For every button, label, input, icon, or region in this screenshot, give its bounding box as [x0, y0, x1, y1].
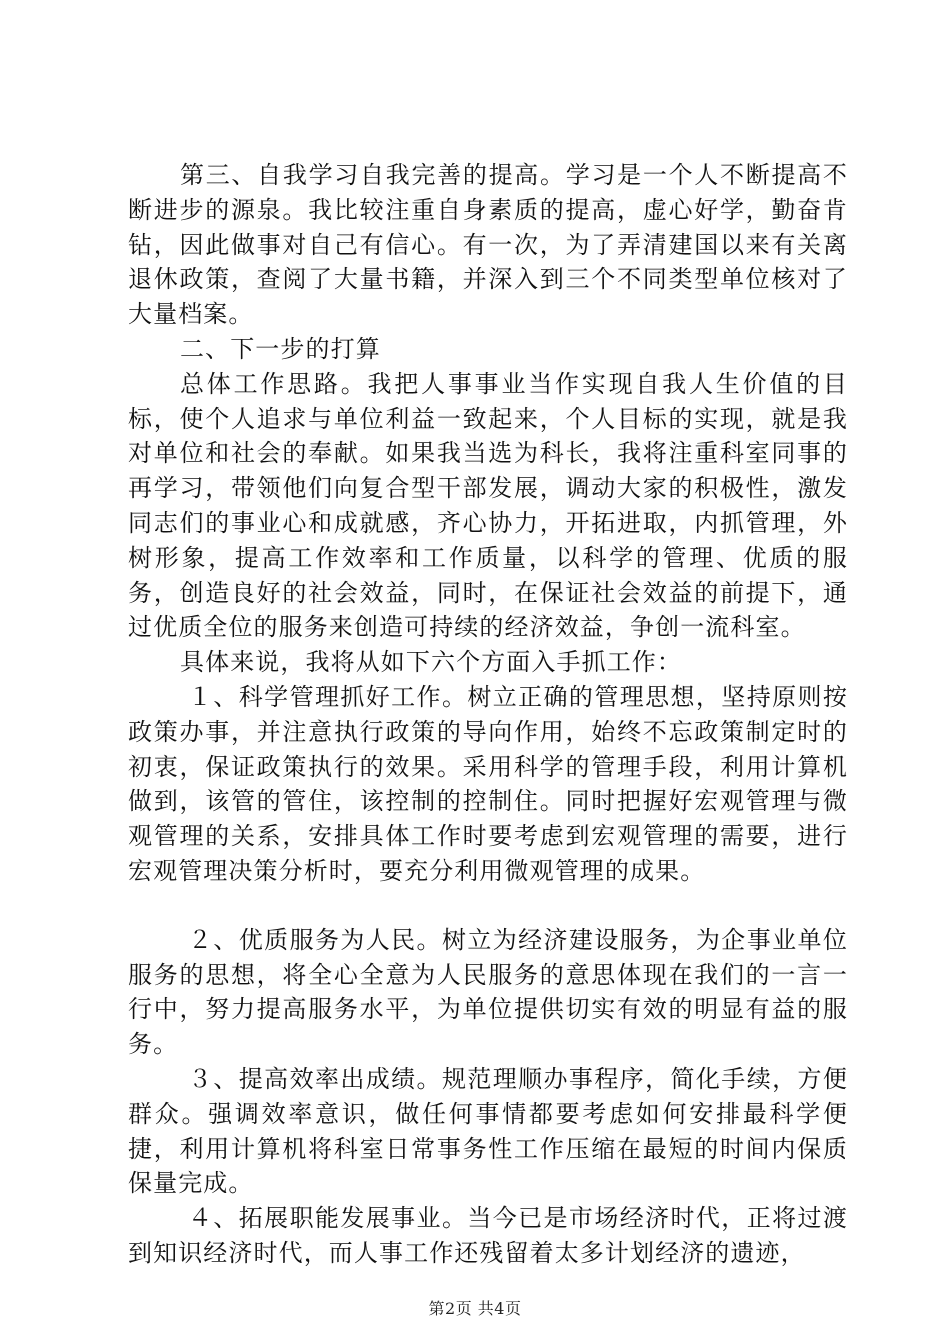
- paragraph-item-2: ２、优质服务为人民。树立为经济建设服务，为企事业单位服务的思想，将全心全意为人民服务的意思体现在我们的一言一行中，努力提高服务水平，为单位提供切实有效的明显有益的服务。: [128, 925, 848, 1059]
- document-body: [128, 158, 848, 1271]
- section-heading-next-steps: 二、下一步的打算: [180, 334, 381, 363]
- paragraph-item-3: ３、提高效率出成绩。规范理顺办事程序，简化手续，方便群众。强调效率意识，做任何事情都要考虑如何安排最科学便捷，利用计算机将科室日常事务性工作压缩在最短的时间内保质保量完成。: [128, 1064, 848, 1198]
- paragraph-self-study: 第三、自我学习自我完善的提高。学习是一个人不断提高不断进步的源泉。我比较注重自身素质的提高，虚心好学，勤奋肯钻，因此做事对自己有信心。有一次，为了弄清建国以来有关离退休政策，查阅了大量书籍，并深入到三个不同类型单位核对了大量档案。: [128, 161, 848, 329]
- paragraph-item-4: ４、拓展职能发展事业。当今已是市场经济时代，正将过渡到知识经济时代，而人事工作还残留着太多计划经济的遗迹，: [128, 1204, 848, 1267]
- page-footer: 第2页 共4页: [428, 1299, 522, 1318]
- paragraph-overall-approach: 总体工作思路。我把人事事业当作实现自我人生价值的目标，使个人追求与单位利益一致起来，个人目标的实现，就是我对单位和社会的奉献。如果我当选为科长，我将注重科室同事的再学习，带领他们向复合型干部发展，调动大家的积极性，激发同志们的事业心和成就感，齐心协力，开拓进取，内抓管理，外树形象，提高工作效率和工作质量，以科学的管理、优质的服务，创造良好的社会效益，同时，在保证社会效益的前提下，通过优质全位的服务来创造可持续的经济效益，争创一流科室。: [128, 369, 848, 642]
- paragraph-item-1: １、科学管理抓好工作。树立正确的管理思想，坚持原则按政策办事，并注意执行政策的导向作用，始终不忘政策制定时的初衷，保证政策执行的效果。采用科学的管理手段，利用计算机做到，该管的管住，该控制的控制住。同时把握好宏观管理与微观管理的关系，安排具体工作时要考虑到宏观管理的需要，进行宏观管理决策分析时，要充分利用微观管理的成果。: [128, 682, 848, 885]
- paragraph-six-aspects-intro: 具体来说，我将从如下六个方面入手抓工作：: [180, 648, 682, 677]
